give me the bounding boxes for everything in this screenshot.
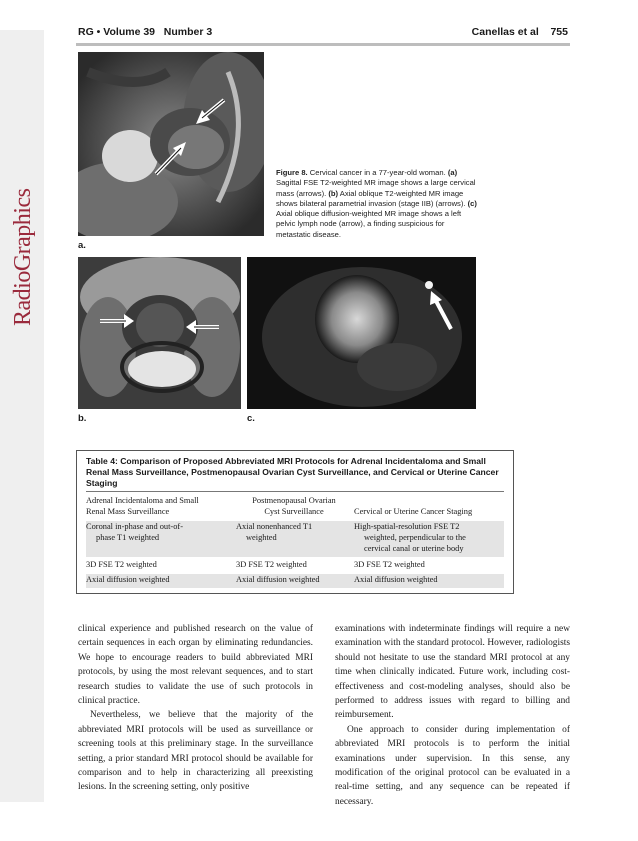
- figure-8a-label: a.: [78, 240, 86, 251]
- table-cell-line: Coronal in-phase and out-of-: [86, 522, 183, 531]
- table-cell: Axial diffusion weighted: [354, 575, 438, 584]
- body-column-left: [78, 622, 313, 795]
- table-cell-line: cervical canal or uterine body: [364, 544, 464, 553]
- table-cell-line: Axial nonenhanced T1: [236, 522, 313, 531]
- table-row: [86, 521, 504, 557]
- table-cell: [354, 521, 504, 554]
- body-paragraph: clinical experience and published research on the value of certain sequences in each organ by eliminating redundancies. We hope to encourage readers to build abbreviated MRI protocols, by using the most relevant sequences, and to start research studies to validate the use of such protocols in clinical practice.: [78, 624, 313, 707]
- journal-brand-logo: [8, 176, 40, 336]
- header-journal-info: [78, 26, 212, 38]
- brand-wordmark: RadioGraphics: [10, 188, 36, 326]
- table-header-line: Adrenal Incidentaloma and Small: [86, 496, 199, 505]
- header-author-page: [472, 26, 568, 38]
- figure-8c-label: c.: [247, 413, 255, 424]
- table-cell-line: High-spatial-resolution FSE T2: [354, 522, 460, 531]
- table-4-body: [86, 521, 504, 588]
- table-header-ovarian: [236, 495, 352, 517]
- caption-b-label: (b): [328, 188, 339, 198]
- table-header-line: Cervical or Uterine Cancer Staging: [354, 507, 473, 516]
- caption-a-label: (a): [447, 168, 458, 177]
- table-row: [86, 574, 504, 588]
- table-cell-line: weighted: [246, 533, 277, 542]
- header-rule: [76, 43, 570, 46]
- table-4-header-row: [86, 495, 504, 519]
- table-cell: Axial diffusion weighted: [86, 575, 170, 584]
- table-header-cervical: [354, 495, 504, 517]
- caption-c-text: Axial oblique diffusion-weighted MR image shows a left pelvic lymph node (arrow), a finding suspicious for metastatic disease.: [276, 209, 462, 239]
- header-volume: Volume 39: [103, 26, 156, 38]
- table-header-adrenal: [86, 495, 234, 517]
- caption-c-label: (c): [467, 198, 477, 208]
- body-paragraph: examinations with indeterminate findings will require a new examination with the standard protocol. However, radiologists should not hesitate to use the standard MRI protocol at any time when clinically indicated. Future work, including cost-effectiveness and cost-modeling analyses, should also be performed to address issues with regard to billing and reimbursement.: [335, 624, 570, 721]
- table-cell: 3D FSE T2 weighted: [236, 560, 307, 569]
- table-cell-line: phase T1 weighted: [96, 533, 160, 542]
- table-cell-line: weighted, perpendicular to the: [364, 533, 466, 542]
- running-header: [78, 26, 568, 42]
- table-cell: [86, 521, 234, 543]
- axial-t2-mri-image: [78, 257, 241, 409]
- table-cell: Axial diffusion weighted: [236, 575, 320, 584]
- figure-8b-axial-t2-mri: [78, 257, 241, 409]
- body-column-right: [335, 622, 570, 809]
- table-row: [86, 559, 504, 574]
- table-header-line: [354, 495, 504, 506]
- figure-8a-sagittal-mri: [78, 52, 264, 236]
- figure-8c-diffusion-mri: [247, 257, 476, 409]
- header-number: Number 3: [163, 26, 213, 38]
- caption-lead: Cervical cancer in a 77-year-old woman.: [309, 168, 446, 177]
- body-paragraph: One approach to consider during implementation of abbreviated MRI protocols is to perform the initial examinations under supervision. In this sense, any modification of the original protocol can be evaluated in a real-time setting, and any sequence can be repeated if necessary.: [335, 724, 570, 807]
- header-page-number: 755: [550, 26, 568, 38]
- header-authors: Canellas et al: [471, 26, 539, 38]
- diffusion-mri-image: [247, 257, 476, 409]
- table-cell: 3D FSE T2 weighted: [86, 560, 157, 569]
- figure-8b-label: b.: [78, 413, 87, 424]
- caption-a-text: Sagittal FSE T2-weighted MR image shows a large cervical mass (arrows).: [276, 178, 476, 198]
- header-bullet: •: [96, 26, 101, 38]
- sagittal-mri-image: [78, 52, 264, 236]
- body-paragraph: Nevertheless, we believe that the majority of the abbreviated MRI protocols will be used as surveillance or screening tools at this preliminary stage. In the surveillance setting, a prior standard MRI protocol should be available for comparison and to help in characterizing all preexisting lesions. In the screening setting, only positive: [78, 710, 313, 793]
- caption-figure-number: Figure 8.: [276, 168, 308, 177]
- table-header-line: Postmenopausal Ovarian: [252, 496, 336, 505]
- table-4-title: Table 4: Comparison of Proposed Abbreviated MRI Protocols for Adrenal Incidentaloma and Small Renal Mass Surveillance, Postmenopausal Ovarian Cyst Surveillance, and Cervical or Uterine Cancer Staging: [86, 456, 499, 488]
- header-journal: RG: [78, 26, 94, 38]
- table-cell: [236, 521, 352, 543]
- figure-8-caption: [276, 168, 481, 240]
- table-cell: 3D FSE T2 weighted: [354, 560, 425, 569]
- caption-b-text: Axial oblique T2-weighted MR image shows bilateral parametrial invasion (stage IIB) (arrows).: [276, 188, 466, 208]
- table-header-rule: [86, 491, 504, 492]
- table-header-line: Cyst Surveillance: [264, 507, 324, 516]
- side-brand-bar: [0, 30, 44, 802]
- table-header-line: Renal Mass Surveillance: [86, 507, 170, 516]
